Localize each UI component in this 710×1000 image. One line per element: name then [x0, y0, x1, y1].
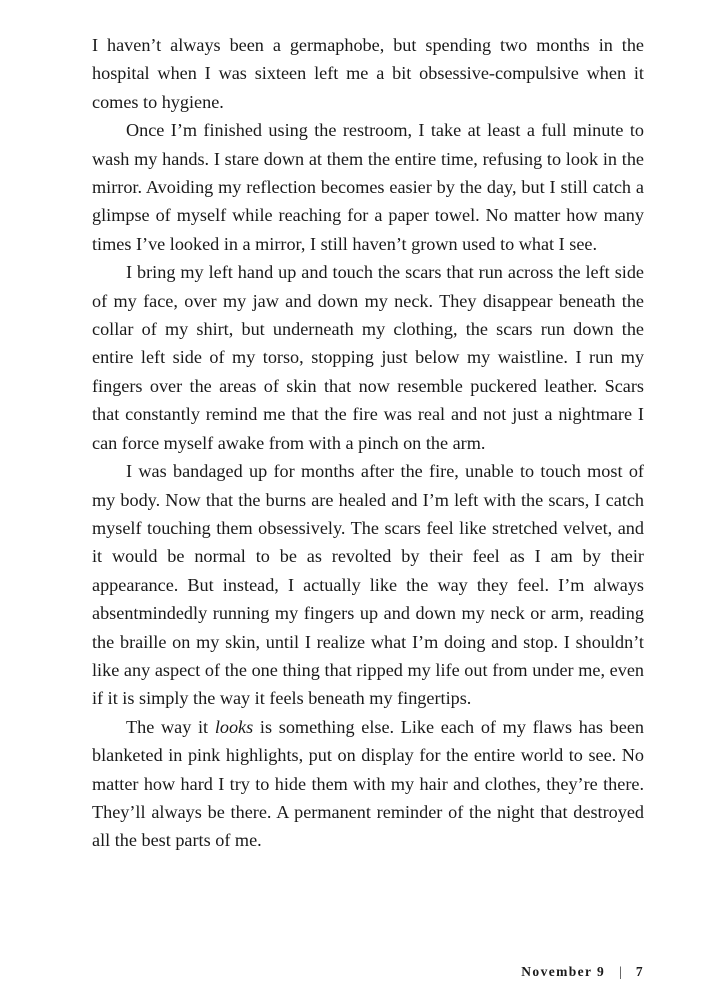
footer-separator: |	[619, 964, 622, 979]
paragraph-4: I was bandaged up for months after the fire, unable to touch most of my body. Now that the burns are healed and I’m left with the scars, I catch myself touching them obsessively. The scars feel like stretched velvet, and it would be normal to be as revolted by their feel as I am by their appearance. But instead, I actually like the way they feel. I’m always absentmindedly running my fingers up and down my neck or arm, reading the braille on my skin, until I realize what I’m doing and stop. I shouldn’t like any aspect of the one thing that ripped my life out from under me, even if it is simply the way it feels beneath my fingertips.	[92, 461, 644, 709]
paragraph-2: Once I’m finished using the restroom, I take at least a full minute to wash my hands. I stare down at them the entire time, refusing to look in the mirror. Avoiding my reflection becomes easier by the day, but I still catch a glimpse of myself while reaching for a paper towel. No matter how many times I’ve looked in a mirror, I still haven’t grown used to what I see.	[92, 120, 644, 254]
paragraph-5	[92, 713, 644, 855]
chapter-title: November 9	[521, 964, 606, 979]
body-text	[92, 31, 644, 855]
page-number: 7	[635, 964, 644, 979]
paragraph-5-after: is something else. Like each of my flaws has been blanketed in pink highlights, put on display for the entire world to see. No matter how hard I try to hide them with my hair and clothes, they’re there. They’ll always be there. A permanent reminder of the night that destroyed all the best parts of me.	[92, 716, 645, 851]
running-footer	[521, 964, 644, 980]
paragraph-5-before: The way it	[126, 716, 215, 737]
emphasized-word: looks	[214, 716, 254, 737]
paragraph-1: I haven’t always been a germaphobe, but spending two months in the hospital when I was sixteen left me a bit obsessive-compulsive when it comes to hygiene.	[92, 35, 644, 112]
paragraph-3: I bring my left hand up and touch the scars that run across the left side of my face, over my jaw and down my neck. They disappear beneath the collar of my shirt, but underneath my clothing, the scars run down the entire left side of my torso, stopping just below my waistline. I run my fingers over the areas of skin that now resemble puckered leather. Scars that constantly remind me that the fire was real and not just a nightmare I can force myself awake from with a pinch on the arm.	[92, 262, 644, 453]
